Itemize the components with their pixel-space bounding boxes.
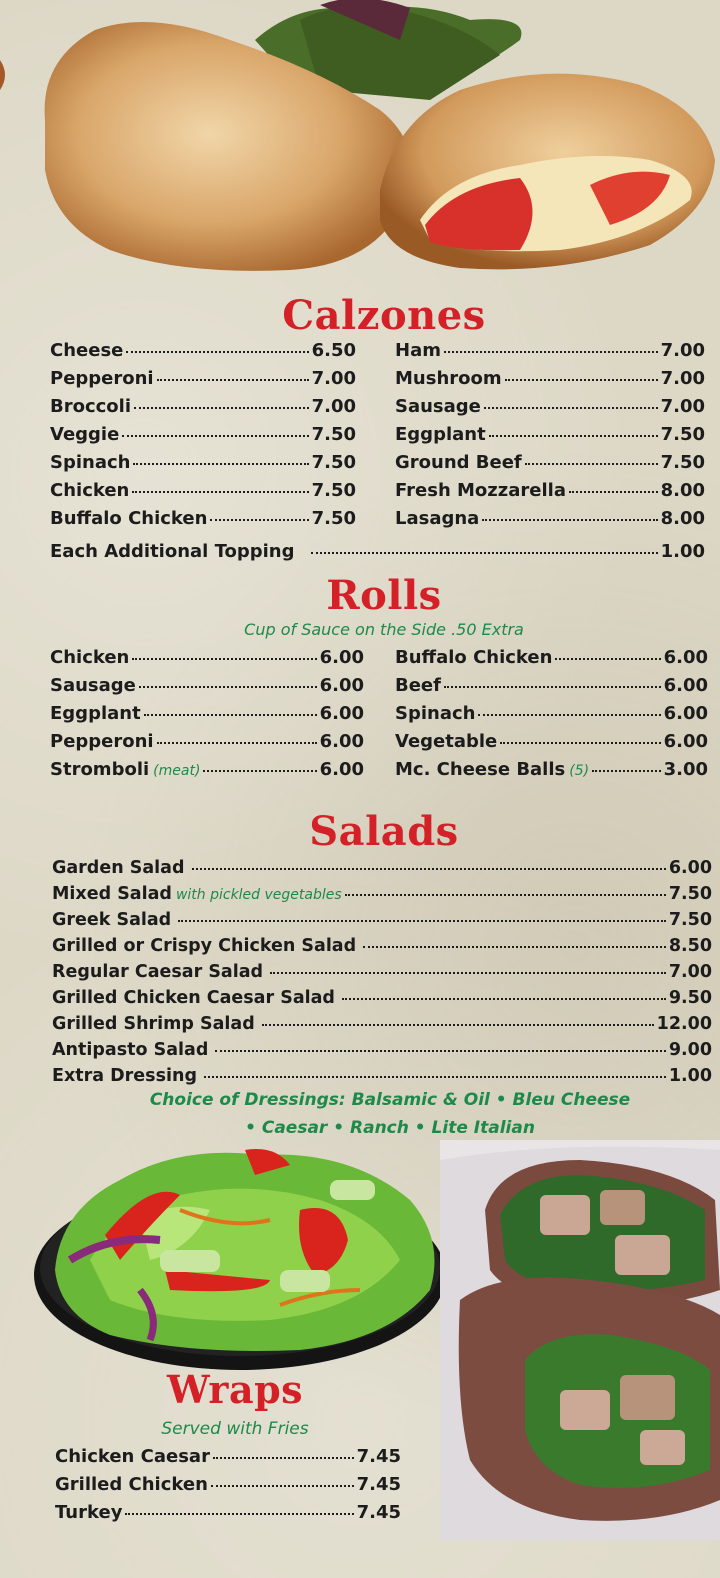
list-item: Eggplant 6.00 [50, 703, 364, 724]
list-item: Spinach 6.00 [395, 703, 708, 724]
list-item: Buffalo Chicken 6.00 [395, 647, 708, 668]
list-item: Sausage 6.00 [50, 675, 364, 696]
calzone-photo [0, 0, 720, 285]
list-item: Greek Salad 7.50 [52, 910, 712, 930]
dressings-line-2: • Caesar • Ranch • Lite Italian [245, 1118, 535, 1138]
list-item: Grilled Shrimp Salad 12.00 [52, 1014, 712, 1034]
dressings-line-1: Choice of Dressings: Balsamic & Oil • Bleu Cheese [149, 1090, 631, 1110]
list-item: Mc. Cheese Balls (5) 3.00 [395, 759, 708, 780]
rolls-title: Rolls [326, 572, 442, 619]
wraps-photo [440, 1140, 720, 1540]
list-item: Stromboli (meat) 6.00 [50, 759, 364, 780]
list-item: Extra Dressing 1.00 [52, 1066, 712, 1086]
list-item: Turkey 7.45 [55, 1502, 401, 1523]
list-item: Mixed Salad with pickled vegetables 7.50 [52, 884, 712, 904]
list-item: Buffalo Chicken 7.50 [50, 508, 356, 529]
list-item: Sausage 7.00 [395, 396, 705, 417]
list-item: Chicken Caesar 7.45 [55, 1446, 401, 1467]
list-item: Pepperoni 7.00 [50, 368, 356, 389]
list-item: Vegetable 6.00 [395, 731, 708, 752]
list-item: Mushroom 7.00 [395, 368, 705, 389]
list-item: Antipasto Salad 9.00 [52, 1040, 712, 1060]
list-item: Ham 7.00 [395, 340, 705, 361]
calzones-title: Calzones [282, 292, 486, 339]
list-item: Fresh Mozzarella 8.00 [395, 480, 705, 501]
rolls-note: Cup of Sauce on the Side .50 Extra [244, 620, 524, 639]
list-item: Chicken 7.50 [50, 480, 356, 501]
list-item: Garden Salad 6.00 [52, 858, 712, 878]
wraps-title: Wraps [166, 1367, 304, 1412]
list-item: Broccoli 7.00 [50, 396, 356, 417]
list-item: Chicken 6.00 [50, 647, 364, 668]
list-item: Grilled Chicken Caesar Salad 9.50 [52, 988, 712, 1008]
additional-topping-row: Each Additional Topping 1.00 [50, 541, 705, 562]
list-item: Eggplant 7.50 [395, 424, 705, 445]
list-item: Cheese 6.50 [50, 340, 356, 361]
list-item: Spinach 7.50 [50, 452, 356, 473]
list-item: Lasagna 8.00 [395, 508, 705, 529]
list-item: Ground Beef 7.50 [395, 452, 705, 473]
list-item: Beef 6.00 [395, 675, 708, 696]
salad-photo [30, 1140, 450, 1375]
salads-title: Salads [309, 808, 459, 855]
list-item: Pepperoni 6.00 [50, 731, 364, 752]
list-item: Grilled Chicken 7.45 [55, 1474, 401, 1495]
wraps-note: Served with Fries [161, 1419, 309, 1439]
list-item: Regular Caesar Salad 7.00 [52, 962, 712, 982]
list-item: Grilled or Crispy Chicken Salad 8.50 [52, 936, 712, 956]
list-item: Veggie 7.50 [50, 424, 356, 445]
